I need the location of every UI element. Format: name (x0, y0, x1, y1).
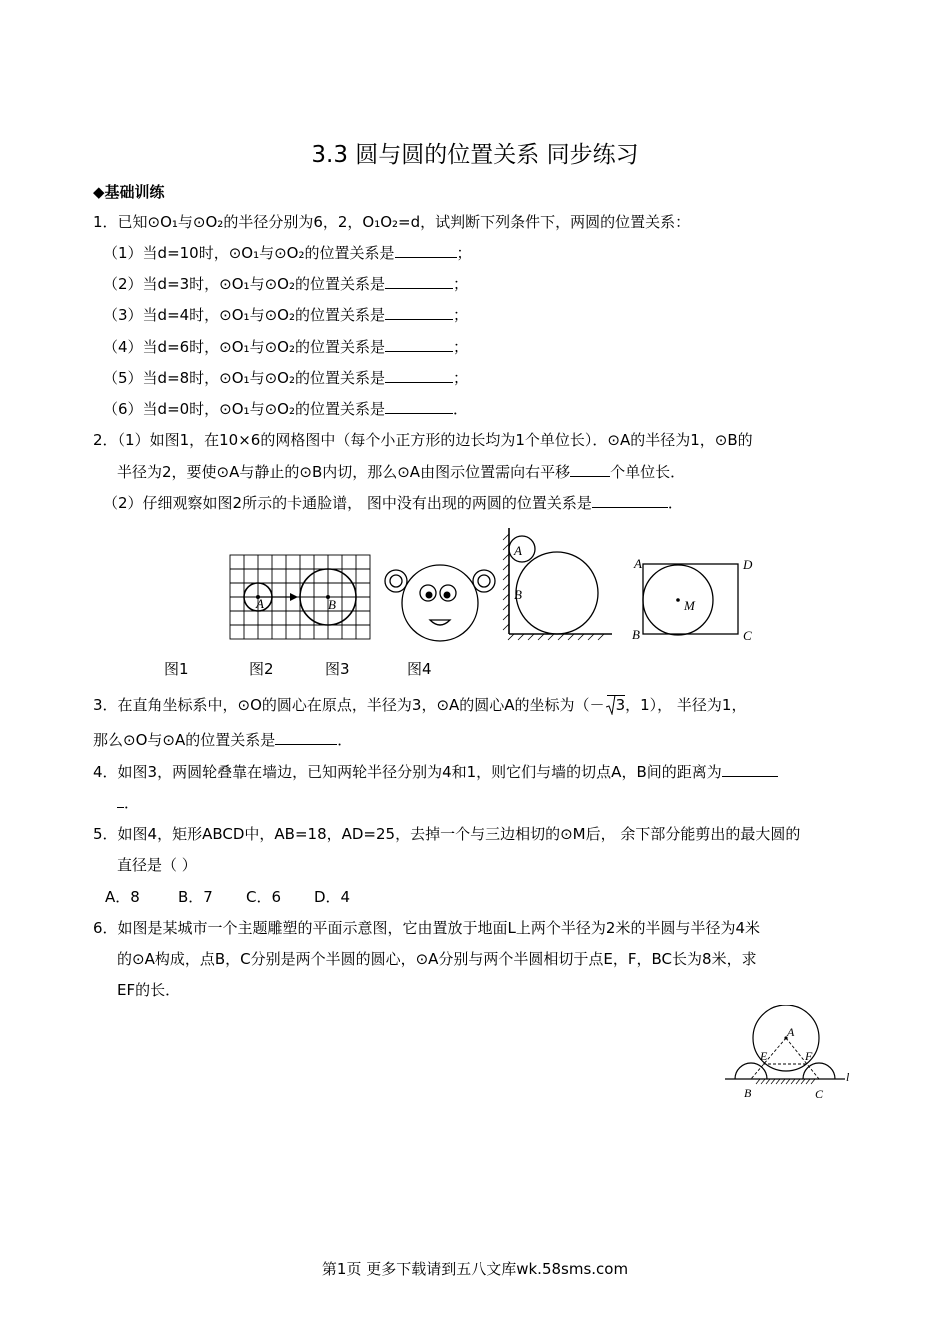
arrow-icon (290, 593, 298, 601)
q5-option-d: D．4 (314, 888, 351, 906)
fig3-label-b: B (514, 587, 522, 602)
q6-line-2: 的⊙A构成，点B，C分别是两个半圆的圆心，⊙A分别与两个半圆相切于点E，F，BC长为8米，求 (117, 950, 757, 968)
caption-fig-2: 图2 (249, 660, 274, 678)
q6-label-a: A (787, 1025, 795, 1039)
q2-line-1: 2．（1）如图1，在10×6的网格图中（每个小正方形的边长均为1个单位长）．⊙A的半径为1，⊙B的 (93, 431, 753, 449)
q4-line-2: ． (117, 793, 139, 813)
q6-label-c: C (815, 1087, 824, 1101)
fig4-label-a: A (634, 556, 642, 571)
q1-item-1: （1）当d=10时，⊙O₁与⊙O₂的位置关系是 ； (103, 244, 472, 262)
q5-line-1: 5．如图4，矩形ABCD中，AB=18，AD=25，去掉一个与三边相切的⊙M后， 余下部分能剪出的最大圆的 (93, 825, 801, 843)
page-title: 3.3 圆与圆的位置关系 同步练习 (311, 142, 639, 168)
q1-item-3: （3）当d=4时，⊙O₁与⊙O₂的位置关系是 ； (103, 306, 468, 324)
q3-line-1: 3．在直角坐标系中，⊙O的圆心在原点，半径为3，⊙A的圆心A的坐标为（－ 3，1）， 半径为1， (93, 696, 747, 714)
fig1-label-b: B (328, 597, 336, 612)
q1-item-6: （6）当d=0时，⊙O₁与⊙O₂的位置关系是 ． (103, 400, 468, 418)
caption-fig-1: 图1 (164, 660, 189, 678)
q6-line-1: 6．如图是某城市一个主题雕塑的平面示意图，它由置放于地面L上两个半径为2米的半圆与半径为4米 (93, 919, 760, 937)
fig1-label-a: A (256, 596, 264, 611)
caption-fig-3: 图3 (325, 660, 350, 678)
figure-2-face (385, 565, 495, 641)
q6-label-b: B (744, 1086, 752, 1100)
q5-option-c: C．6 (246, 888, 282, 906)
page-footer: 第1页 更多下载请到五八文库wk.58sms.com (321, 1260, 629, 1278)
q5-option-a: A．8 (105, 888, 140, 906)
q2-line-3: （2）仔细观察如图2所示的卡通脸谱， 图中没有出现的两圆的位置关系是 ． (103, 494, 683, 512)
q3-line-2: 那么⊙O与⊙A的位置关系是 ． (93, 731, 353, 749)
q1-intro: 1．已知⊙O₁与⊙O₂的半径分别为6，2，O₁O₂=d，试判断下列条件下，两圆的位置关系： (93, 213, 691, 231)
q6-label-e: E (760, 1049, 768, 1063)
fig4-label-d: D (743, 557, 753, 572)
figure-1-grid (230, 555, 370, 639)
section-heading: ◆基础训练 (93, 183, 165, 201)
q6-label-l: l (846, 1070, 850, 1084)
q1-item-5: （5）当d=8时，⊙O₁与⊙O₂的位置关系是 ； (103, 369, 468, 387)
fig3-label-a: A (514, 543, 522, 558)
q5-line-2: 直径是（ ） (117, 856, 197, 874)
fig4-label-b: B (632, 627, 640, 642)
caption-fig-4: 图4 (407, 660, 432, 678)
fig4-label-c: C (743, 628, 752, 643)
q2-line-2: 半径为2，要使⊙A与静止的⊙B内切，那么⊙A由图示位置需向右平移 个单位长． (117, 463, 686, 481)
q6-sculpture-figure (715, 1005, 865, 1105)
q6-label-f: F (805, 1049, 813, 1063)
q1-item-2: （2）当d=3时，⊙O₁与⊙O₂的位置关系是 ； (103, 275, 468, 293)
figures-row (0, 520, 950, 685)
q5-option-b: B．7 (178, 888, 213, 906)
fig4-label-m: M (684, 598, 695, 613)
q4-line-1: 4．如图3，两圆轮叠靠在墙边，已知两轮半径分别为4和1，则它们与墙的切点A，B间的距离为 (93, 762, 778, 782)
sqrt-sign-icon (606, 695, 616, 715)
q1-item-4: （4）当d=6时，⊙O₁与⊙O₂的位置关系是 ； (103, 338, 468, 356)
q6-line-3: EF的长． (117, 981, 181, 999)
